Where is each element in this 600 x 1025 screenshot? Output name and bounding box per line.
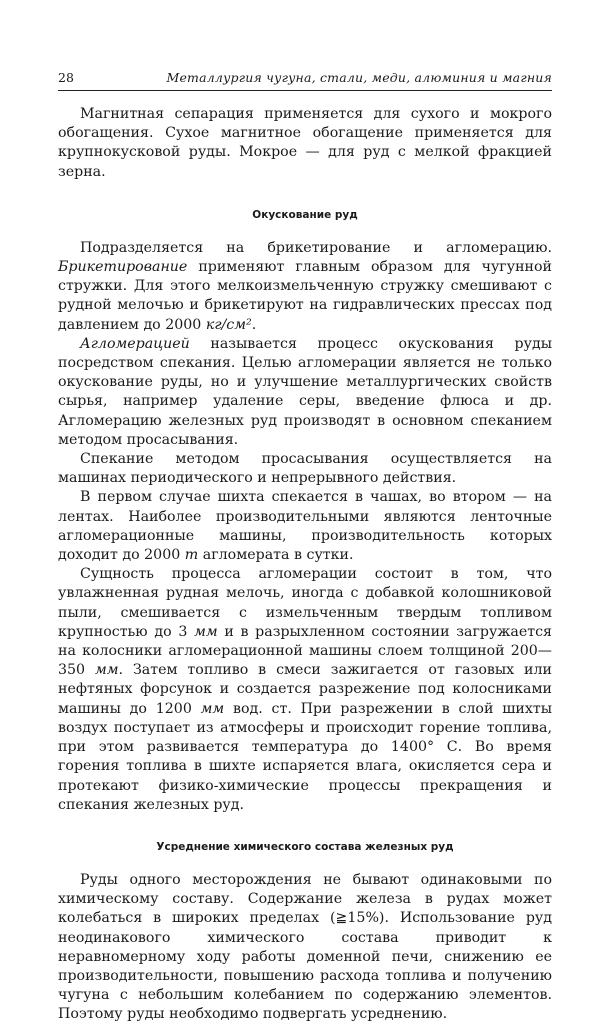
paragraph-belt-machines [58, 488, 552, 565]
term-briquetting: Брикетирование [58, 259, 188, 276]
text: агломерата в сутки. [202, 547, 354, 564]
text: применяют главным образом для чугунной стружки. Для этого мелкоизмельченную стружку смешивают с рудной мелочью и брикетируют на гидравлических прессах под давлением до 2000 [58, 259, 552, 333]
unit: мм. [95, 662, 124, 679]
paragraph-agglomeration-definition [58, 335, 552, 450]
term-agglomeration: Агломерацией [80, 335, 190, 352]
paragraph-agglomeration-process [58, 565, 552, 815]
text: Затем топливо в смеси зажигается от газовых или нефтяных форсунок и создается разрежение под колосниками машины до 1200 [58, 662, 552, 717]
text: Сущность процесса агломерации состоит в том, что увлажненная рудная мелочь, иногда с добавкой колошниковой пыли, смешивается с измельченным твердым топливом крупностью до 3 [58, 566, 552, 640]
running-title: Металлургия чугуна, стали, меди, алюминия и магния [166, 70, 552, 85]
text: называется процесс окускования руды посредством спекания. Целью агломерации является не только окускование руды, но и улучшение металлургических свойств сырья, например удаление серы, введение флюса и др. Агломерацию железных руд производят в основном спеканием методом просасывания. [58, 335, 552, 448]
text: В первом случае шихта спекается в чашах, во втором — на лентах. Наиболее производительными являются ленточные агломерационные машины, производительность которых доходит до 2000 [58, 489, 552, 564]
paragraph-briquetting [58, 239, 552, 335]
page-number: 28 [58, 70, 74, 85]
unit: мм [200, 700, 225, 717]
unit: мм [194, 623, 218, 640]
text: . [251, 316, 257, 333]
text: Подразделяется на брикетирование и агломерацию. [80, 239, 552, 256]
paragraph-magnetic-separation: Магнитная сепарация применяется для сухого и мокрого обогащения. Сухое магнитное обогащение применяется для крупнокусковой руды. Мокрое — для руд с мелкой фракцией зерна. [58, 106, 552, 180]
paragraph-ore-averaging: Руды одного месторождения не бывают одинаковыми по химическому составу. Содержание железа в рудах может колебаться в широких пределах (≧15%). Использование руд неодинакового химического состава приводит к неравномерному ходу работы доменной печи, снижению ее производительности, повышению расхода топлива и получению чугуна с небольшим колебанием по содержанию элементов. Поэтому руды необходимо подвергать усреднению. [58, 871, 552, 1023]
unit: т [184, 547, 199, 564]
text: вод. ст. При разрежении в слой шихты воздух поступает из атмосферы и происходит горение топлива, при этом развивается температура до 1400° С. Во время горения топлива в шихте испаряется влага, окисляется сера и протекают физико-химические процессы прекращения и спекания железных руд. [58, 700, 553, 813]
paragraph-sintering-machines: Спекание методом просасывания осуществляется на машинах периодического и непрерывного действия. [58, 451, 552, 487]
unit: кг/см² [205, 316, 252, 333]
section-heading-averaging: Усреднение химического состава железных руд [156, 840, 454, 853]
section-heading-agglomeration: Окускование руд [252, 208, 358, 221]
page [58, 70, 552, 1025]
running-header [58, 70, 552, 91]
text: и в разрыхленном состоянии загружается на колосники агломерационной машины слоем толщиной 200—350 [58, 623, 552, 679]
